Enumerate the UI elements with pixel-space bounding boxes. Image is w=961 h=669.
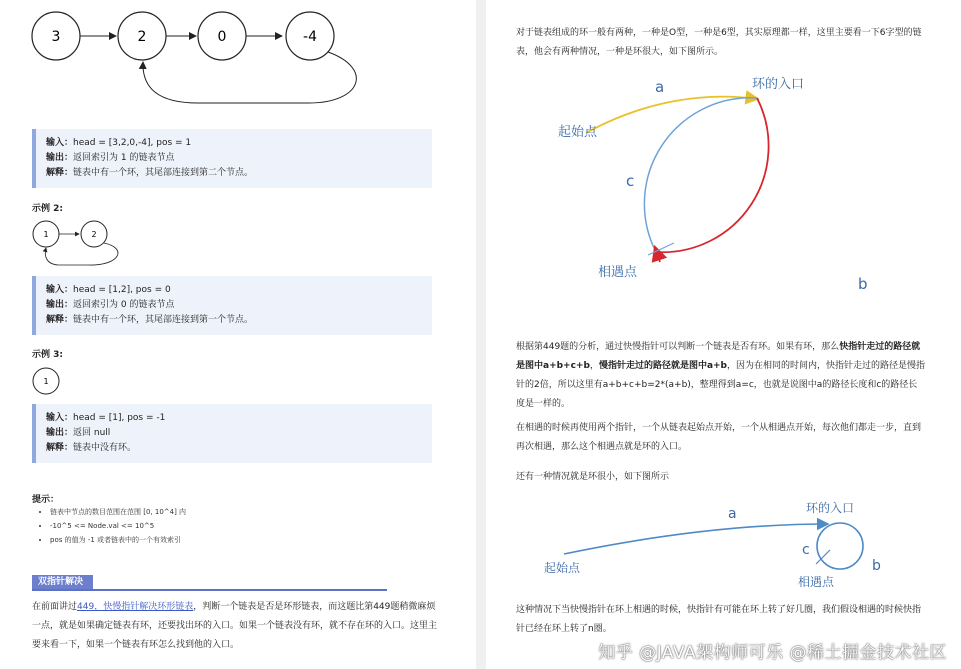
- start-point-label: 起始点: [558, 125, 598, 140]
- label-a: a: [728, 506, 737, 522]
- tips-list: [38, 505, 186, 547]
- list-node: [33, 368, 59, 394]
- example2-code-box: 输入：head = [1,2], pos = 0 输出：返回索引为 0 的链表节点 解释：链表中有一个环，其尾部连接到第一个节点。: [32, 276, 432, 335]
- list-node: [118, 12, 166, 60]
- example3-code-box: 输入：head = [1], pos = -1 输出：返回 null 解释：链表中没有环。: [32, 404, 432, 463]
- page-gutter: [476, 0, 486, 669]
- example2-title: 示例 2:: [32, 204, 63, 214]
- path-a-line: [564, 524, 828, 554]
- list-node: [286, 12, 334, 60]
- small-cycle-intro: 还有一种情况就是环很小，如下图所示: [516, 472, 670, 482]
- example3-linked-list-figure: [30, 365, 66, 397]
- label-b: b: [872, 558, 881, 574]
- list-item: • pos 的值为 -1 或者链表中的一个有效索引: [50, 533, 186, 547]
- large-cycle-figure: [536, 70, 896, 332]
- node-value: 2: [91, 230, 97, 239]
- node-value: 1: [43, 230, 49, 239]
- section-heading: [32, 575, 387, 591]
- tips-title: 提示：: [32, 495, 60, 505]
- list-node: [33, 221, 59, 247]
- path-a-arc: [586, 97, 758, 133]
- section-title: 双指针解决: [32, 575, 93, 589]
- ring-types-paragraph: 对于链表组成的环一般有两种，一种是O型，一种是6型，其实原理都一样，这里主要看一下6字型的链表，他会有两种情况，一种是环很大，如下图所示。: [516, 28, 922, 57]
- cycle-entry-label: 环的入口: [806, 501, 855, 515]
- example3-title: 示例 3:: [32, 350, 63, 360]
- list-node: [198, 12, 246, 60]
- small-cycle-circle: [817, 523, 863, 569]
- list-node: [81, 221, 107, 247]
- cycle-entry-label: 环的入口: [752, 77, 805, 92]
- label-b: b: [858, 275, 868, 293]
- list-item: • 链表中节点的数目范围在范围 [0, 10^4] 内: [50, 505, 186, 519]
- node-value: -4: [303, 29, 317, 45]
- label-a: a: [655, 78, 665, 96]
- cycle-back-arrow: [45, 243, 118, 265]
- article-link[interactable]: 449，快慢指针解决环形链表: [77, 602, 194, 612]
- list-item: • -10^5 <= Node.val <= 10^5: [50, 519, 186, 533]
- node-value: 0: [217, 29, 227, 45]
- example2-linked-list-figure: [28, 218, 148, 270]
- label-c: c: [802, 542, 810, 558]
- small-cycle-figure: [536, 492, 896, 602]
- node-value: 2: [137, 29, 147, 45]
- example1-code-box: 输入：head = [3,2,0,-4], pos = 1 输出：返回索引为 1 的链表节点 解释：链表中有一个环，其尾部连接到第二个节点。: [32, 129, 432, 188]
- right-page: [486, 0, 961, 669]
- meeting-paragraph: 在相遇的时候再使用两个指针，一个从链表起始点开始，一个从相遇点开始，每次他们都走一步，直到再次相遇，那么这个相遇点就是环的入口。: [516, 423, 922, 452]
- analysis-paragraph: 根据第449题的分析，通过快慢指针可以判断一个链表是否有环。如果有环，那么快指针走过的路径就是图中a+b+c+b，慢指针走过的路径就是图中a+b，因为在相同的时间内，快指针走过的路径是慢指针的2倍，所以这里有a+b+c+b=2*(a+b)，整理得到a=c，也就是说图中a的路径长度和c的路径长度是一样的。: [516, 342, 926, 409]
- node-value: 3: [51, 29, 61, 45]
- conclusion-paragraph: 这种情况下当快慢指针在环上相遇的时候，快指针有可能在环上转了好几圈，我们假设相遇的时候快指针已经在环上转了n圈。: [516, 605, 922, 634]
- label-c: c: [626, 172, 635, 190]
- list-node: [32, 12, 80, 60]
- intro-paragraph: 在前面讲过449，快慢指针解决环形链表，判断一个链表是否是环形链表，而这题比第449题稍微麻烦一点，就是如果确定链表有环，还要找出环的入口。如果一个链表没有环，就不存在环的入口。这里主要来看一下，如果一个链表有环怎么找到他的入口。: [32, 602, 438, 650]
- cycle-back-arrow: [143, 52, 356, 103]
- path-b-arc: [656, 98, 769, 252]
- watermark-text: 知乎 @JAVA架构师可乐 @稀土掘金技术社区: [598, 643, 947, 663]
- left-page: [0, 0, 476, 669]
- start-point-label: 起始点: [544, 561, 581, 575]
- meeting-point-label: 相遇点: [598, 265, 638, 280]
- section-underline: [32, 589, 387, 591]
- example1-linked-list-figure: [28, 8, 368, 128]
- meeting-point-label: 相遇点: [798, 575, 835, 589]
- path-c-arc: [644, 98, 757, 252]
- node-value: 1: [43, 377, 49, 386]
